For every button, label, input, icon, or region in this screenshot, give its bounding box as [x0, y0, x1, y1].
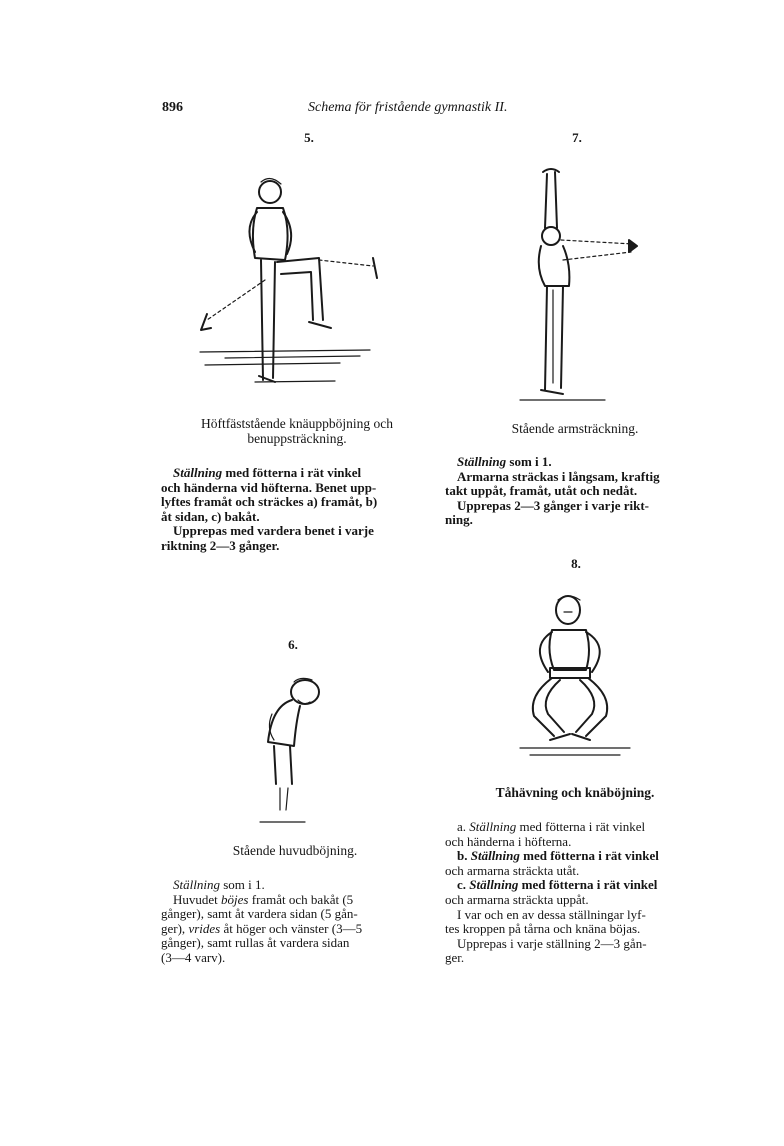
exercise-8-caption: Tåhävning och knäböjning.	[495, 785, 655, 800]
text-line: (3—4 varv).	[161, 949, 226, 965]
exercise-5-lead: Ställning	[173, 465, 223, 480]
exercise-8-text	[445, 820, 713, 966]
exercise-7-number: 7.	[572, 130, 582, 145]
text-fragment: åt höger och vänster (3—5	[223, 920, 363, 936]
text-fragment: med fötterna i rät vinkel	[519, 819, 646, 834]
exercise-5-caption-line: benuppsträckning.	[247, 431, 347, 446]
item-label: c.	[457, 877, 467, 893]
exercise-7-lead: Ställning	[457, 454, 507, 469]
text-fragment: vrides	[188, 920, 221, 936]
text-fragment: Ställning	[470, 848, 520, 864]
text-fragment: som i 1.	[223, 877, 265, 892]
page-number: 896	[162, 100, 183, 115]
exercise-5-number: 5.	[304, 130, 314, 145]
exercise-6-caption: Stående huvudböjning.	[232, 843, 358, 858]
text-fragment: som i 1.	[509, 454, 552, 469]
exercise-5-caption-line: Höftfäststående knäuppböjning och	[201, 416, 393, 431]
text-line: och händerna i höfterna.	[445, 833, 572, 849]
exercise-6-illustration	[250, 672, 330, 832]
exercise-8-number: 8.	[571, 556, 581, 571]
text-fragment: Ställning	[469, 877, 519, 893]
exercise-5-illustration	[195, 170, 395, 400]
text-line: och armarna sträckta uppåt.	[445, 891, 589, 907]
text-fragment: framåt och bakåt (5	[251, 891, 354, 907]
exercise-6-number: 6.	[288, 637, 298, 652]
text-line: takt uppåt, framåt, utåt och nedåt.	[445, 483, 638, 499]
item-label: a.	[457, 819, 467, 834]
text-line: Upprepas i varje ställning 2—3 gån-	[457, 935, 647, 951]
text-fragment: ger),	[161, 920, 186, 936]
text-line: ger.	[445, 950, 465, 966]
text-line: lyftes framåt och sträckes a) framåt, b)	[161, 494, 378, 510]
exercise-5-caption	[166, 416, 428, 446]
exercise-7-caption: Stående armsträckning.	[511, 421, 639, 436]
text-line: Armarna sträckas i långsam, kraftig	[457, 468, 660, 484]
text-fragment: med fötterna i rät vinkel	[225, 465, 362, 480]
text-fragment: Ställning	[469, 819, 517, 834]
text-fragment: med fötterna i rät vinkel	[521, 877, 658, 893]
item-label: b.	[457, 848, 468, 864]
text-line: och händerna vid höfterna. Benet upp-	[161, 479, 377, 495]
text-line: gånger), samt åt vardera sidan (5 gån-	[161, 906, 358, 922]
exercise-7-illustration	[505, 168, 645, 408]
text-line: åt sidan, c) bakåt.	[161, 508, 260, 524]
text-line: I var och en av dessa ställningar lyf-	[457, 906, 646, 922]
running-title: Schema för fristående gymnastik II.	[308, 100, 508, 115]
text-line: ning.	[445, 512, 473, 528]
text-line: tes kroppen på tårna och knäna böjas.	[445, 921, 641, 937]
text-line: gånger), samt rullas åt vardera sidan	[161, 935, 350, 951]
text-fragment: Huvudet	[173, 891, 218, 907]
text-fragment: böjes	[221, 891, 249, 907]
text-line: Upprepas med vardera benet i varje	[173, 523, 374, 539]
exercise-7-text	[445, 455, 713, 528]
exercise-5-text	[161, 466, 429, 554]
exercise-6-text	[161, 878, 429, 966]
text-fragment: med fötterna i rät vinkel	[523, 848, 659, 864]
exercise-8-illustration	[520, 590, 640, 770]
text-line: riktning 2—3 gånger.	[161, 537, 280, 553]
text-line: och armarna sträckta utåt.	[445, 862, 580, 878]
text-line: Upprepas 2—3 gånger i varje rikt-	[457, 497, 649, 513]
exercise-6-lead: Ställning	[173, 877, 220, 892]
